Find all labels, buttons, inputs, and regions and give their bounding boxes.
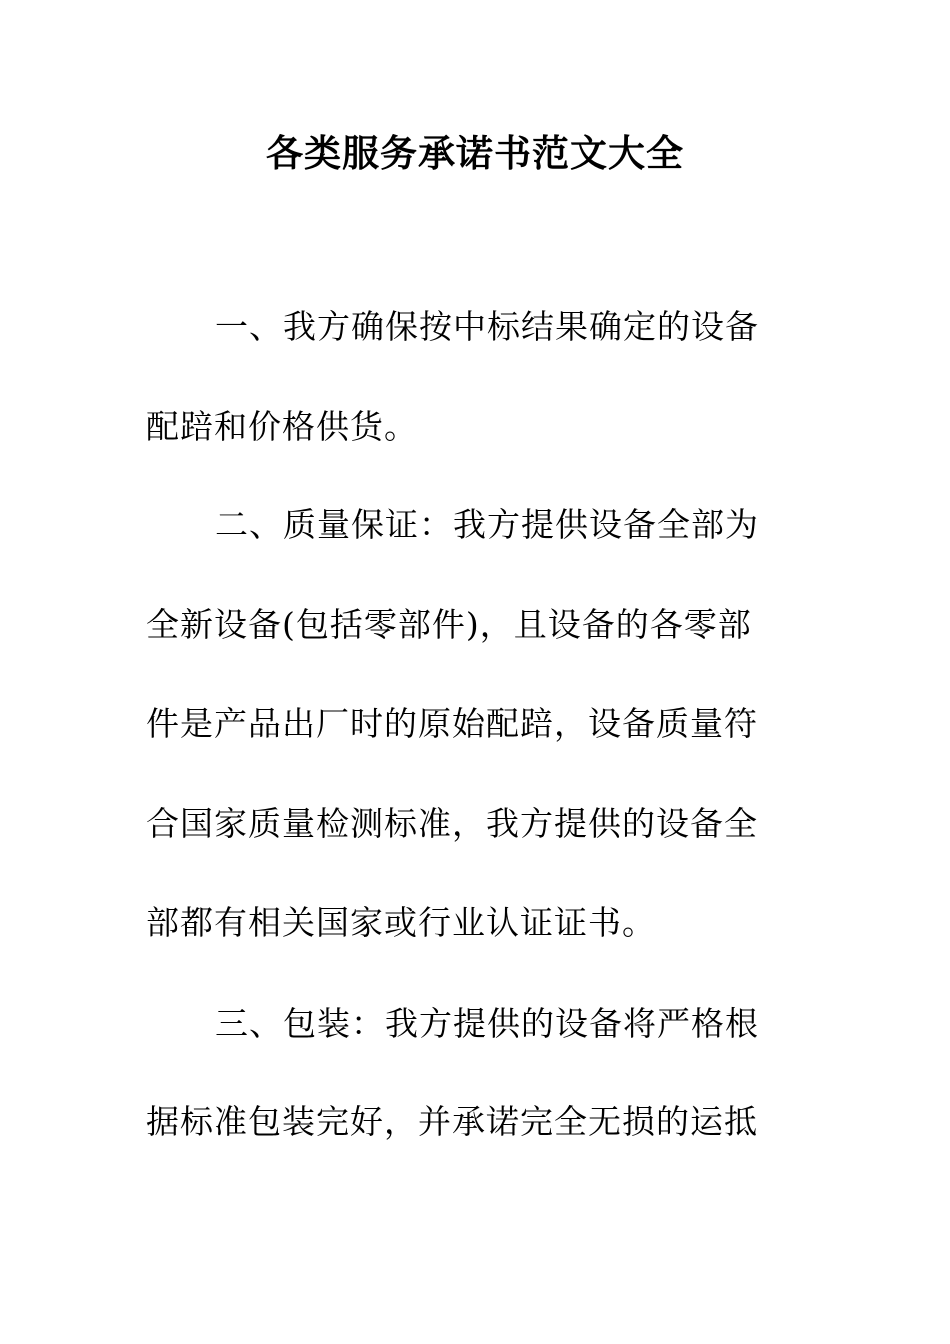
paragraph-1-line-2: 配踣和价格供货。 xyxy=(146,407,418,446)
paragraph-2-line-1: 二、质量保证：我方提供设备全部为 xyxy=(215,505,759,544)
paragraph-2-line-4: 合国家质量检测标准，我方提供的设备全 xyxy=(146,804,758,843)
paragraph-1-line-1: 一、我方确保按中标结果确定的设备 xyxy=(215,307,759,346)
paragraph-3-line-1: 三、包装：我方提供的设备将严格根 xyxy=(215,1004,759,1043)
paragraph-3-line-2: 据标准包装完好，并承诺完全无损的运抵 xyxy=(146,1102,758,1141)
document-title: 各类服务承诺书范文大全 xyxy=(266,131,684,175)
paragraph-2-line-5: 部都有相关国家或行业认证证书。 xyxy=(146,903,656,942)
paragraph-2-line-3: 件是产品出厂时的原始配踣，设备质量符 xyxy=(146,704,758,743)
paragraph-2-line-2: 全新设备(包括零部件)，且设备的各零部 xyxy=(146,605,752,644)
